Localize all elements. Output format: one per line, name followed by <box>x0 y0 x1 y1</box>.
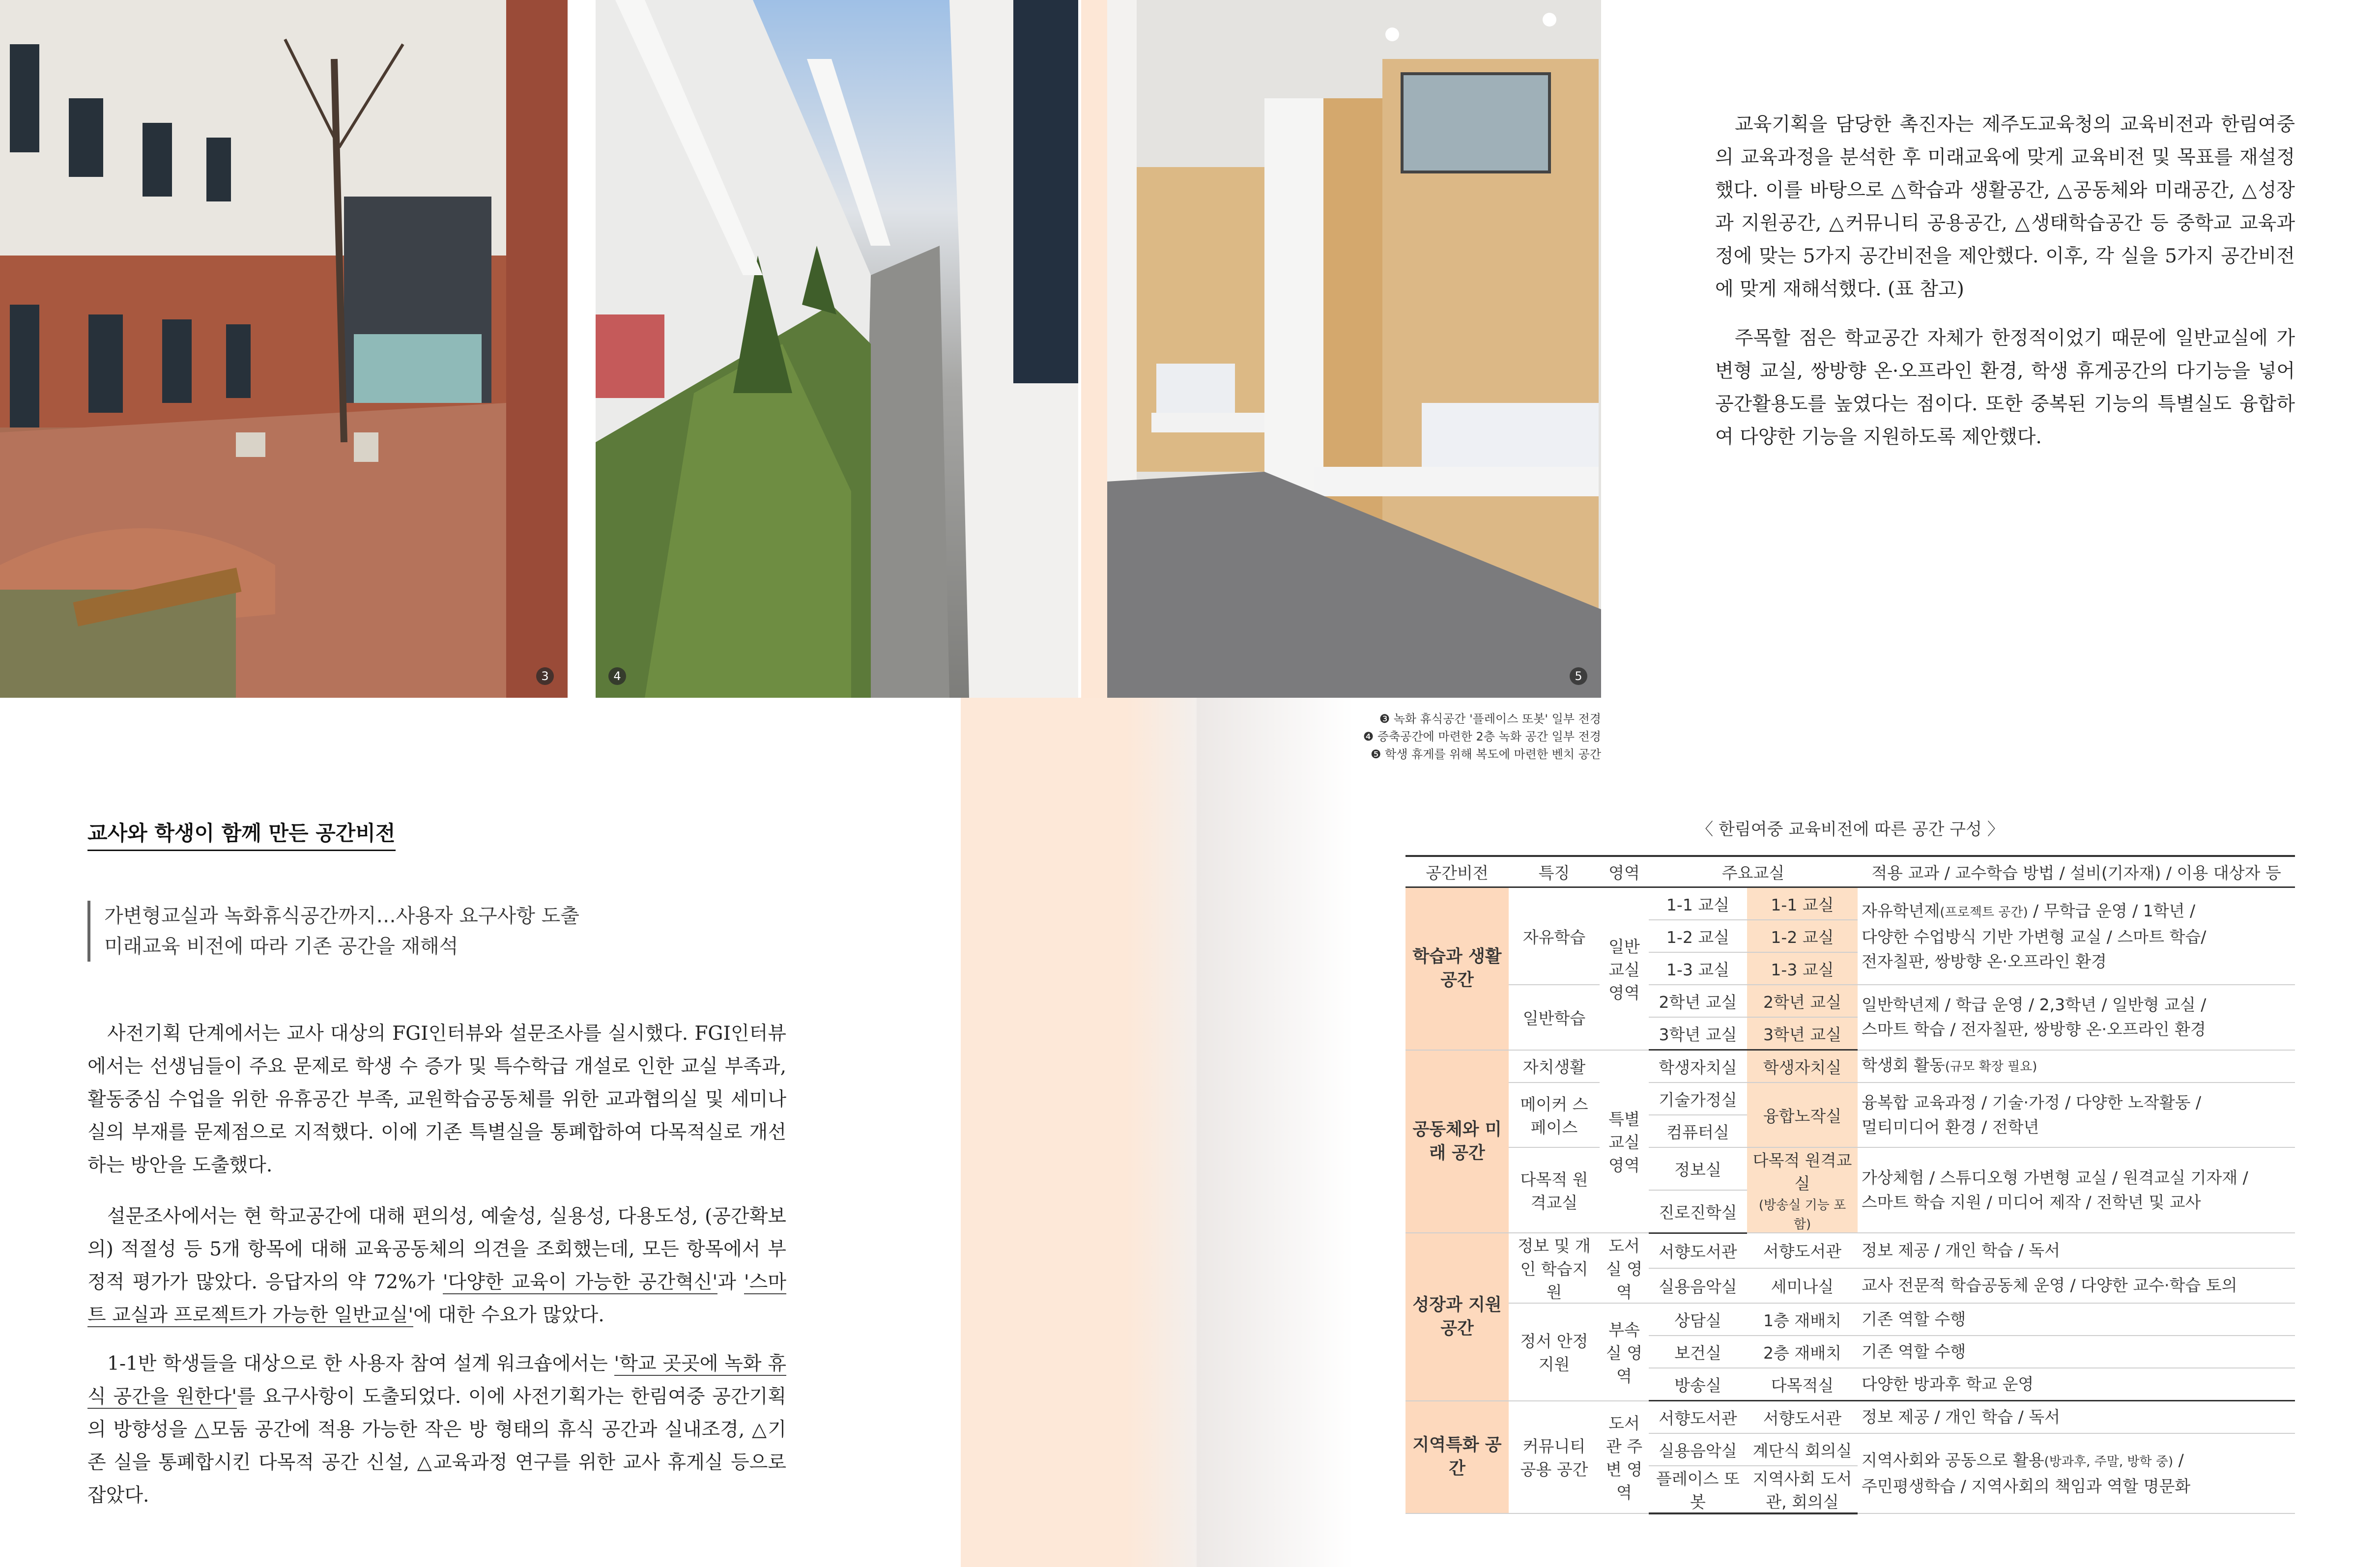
table-row <box>1405 1147 2295 1190</box>
photo-courtyard <box>0 0 568 698</box>
underlined-quote: '학교 곳곳에 녹화 휴식 공간을 원한다' <box>87 1353 786 1408</box>
area-cell: 일반 교실 영역 <box>1600 887 1649 1050</box>
header-cell: 특징 <box>1509 856 1600 887</box>
table-header-row <box>1405 856 2295 887</box>
paragraph-text: 1-1반 학생들을 대상으로 한 사용자 참여 설계 워크숍에서는 <box>107 1353 614 1375</box>
vision-cell: 성장과 지원 공간 <box>1405 1233 1509 1401</box>
desc-cell <box>1858 887 2295 985</box>
header-cell: 주요교실 <box>1649 856 1858 887</box>
header-cell: 공간비전 <box>1405 856 1509 887</box>
room-cell: 2학년 교실 <box>1649 985 1747 1017</box>
desc-cell: 정보 제공 / 개인 학습 / 독서 <box>1858 1233 2295 1268</box>
vision-cell: 공동체와 미래 공간 <box>1405 1050 1509 1233</box>
room-cell: 방송실 <box>1649 1368 1747 1401</box>
subtitle-line-2: 미래교육 비전에 따라 기존 공간을 재해석 <box>104 935 459 958</box>
desc-cell: 기존 역할 수행 <box>1858 1336 2295 1368</box>
body-paragraph-1 <box>87 1017 786 1182</box>
feature-cell: 커뮤니티 공용 공간 <box>1509 1401 1600 1514</box>
room-cell <box>1747 1147 1858 1233</box>
room-cell: 1-1 교실 <box>1649 887 1747 920</box>
desc-text: 융복합 교육과정 / 기술·가정 / 다양한 노작활동 / <box>1862 1093 2202 1112</box>
room-cell: 3학년 교실 <box>1649 1017 1747 1050</box>
feature-cell: 일반학습 <box>1509 985 1600 1050</box>
room-cell: 학생자치실 <box>1747 1050 1858 1083</box>
area-cell: 도서실 영역 <box>1600 1233 1649 1303</box>
desc-cell: 교사 전문적 학습공동체 운영 / 다양한 교수·학습 토의 <box>1858 1268 2295 1303</box>
photo-captions <box>1327 710 1601 763</box>
desc-text: / <box>2173 1451 2184 1470</box>
desc-text: / 무학급 운영 / 1학년 / <box>2028 901 2196 920</box>
desc-text: 주민평생학습 / 지역사회의 책임과 역할 명문화 <box>1862 1477 2191 1496</box>
paragraph-text: 를 요구사항이 도출되었다. 이에 사전기획가는 한림여중 공간기획의 방향성을 △모둠 공간에 적용 가능한 작은 방 형태의 휴식 공간과 실내조경, △기존 실을 통폐합시킨 다목적 공간 신설, △교육과정 연구를 위한 교사 휴게실 등으로 잡았다. <box>87 1386 787 1507</box>
desc-cell <box>1858 1050 2295 1083</box>
subtitle-line-1: 가변형교실과 녹화휴식공간까지…사용자 요구사항 도출 <box>104 905 579 927</box>
room-cell: 진로진학실 <box>1649 1190 1747 1233</box>
desc-text: 전자칠판, 쌍방향 온·오프라인 환경 <box>1862 951 2107 971</box>
desc-cell: 정보 제공 / 개인 학습 / 독서 <box>1858 1401 2295 1434</box>
table-row <box>1405 887 2295 920</box>
header-cell: 적용 교과 / 교수학습 방법 / 설비(기자재) / 이용 대상자 등 <box>1858 856 2295 887</box>
desc-cell: 다양한 방과후 학교 운영 <box>1858 1368 2295 1401</box>
photo-hallway-bench <box>1107 0 1601 698</box>
room-cell: 지역사회 도서관, 회의실 <box>1747 1466 1858 1513</box>
desc-note: (프로젝트 공간) <box>1940 905 2028 920</box>
room-cell: 컴퓨터실 <box>1649 1115 1747 1147</box>
section-subtitle <box>87 901 579 962</box>
table-row <box>1405 1050 2295 1083</box>
area-cell: 부속실 영역 <box>1600 1303 1649 1401</box>
desc-cell <box>1858 1083 2295 1147</box>
underlined-quote: '스마트 교실과 프로젝트가 가능한 일반교실' <box>87 1271 786 1326</box>
feature-cell: 정보 및 개인 학습지원 <box>1509 1233 1600 1303</box>
room-cell: 융합노작실 <box>1747 1083 1858 1147</box>
header-cell: 영역 <box>1600 856 1649 887</box>
vision-cell: 학습과 생활 공간 <box>1405 887 1509 1050</box>
desc-text: 멀티미디어 환경 / 전학년 <box>1862 1117 2039 1137</box>
feature-cell: 메이커 스페이스 <box>1509 1083 1600 1147</box>
table-row <box>1405 1401 2295 1434</box>
desc-cell <box>1858 1147 2295 1233</box>
room-cell: 실용음악실 <box>1649 1433 1747 1466</box>
room-cell: 서향도서관 <box>1747 1233 1858 1268</box>
room-cell: 학생자치실 <box>1649 1050 1747 1083</box>
room-cell: 실용음악실 <box>1649 1268 1747 1303</box>
room-cell: 상담실 <box>1649 1303 1747 1336</box>
desc-text: 일반학년제 / 학급 운영 / 2,3학년 / 일반형 교실 / <box>1862 995 2207 1015</box>
table-row <box>1405 1083 2295 1115</box>
underlined-quote: '다양한 교육이 가능한 공간혁신' <box>442 1271 718 1293</box>
table-row <box>1405 1233 2295 1268</box>
room-cell: 1-1 교실 <box>1747 887 1858 920</box>
room-cell: 1층 재배치 <box>1747 1303 1858 1336</box>
desc-text: 스마트 학습 / 전자칠판, 쌍방향 온·오프라인 환경 <box>1862 1020 2206 1039</box>
room-cell: 서향도서관 <box>1649 1401 1747 1434</box>
room-cell: 다목적실 <box>1747 1368 1858 1401</box>
paragraph-text: 교육기획을 담당한 촉진자는 제주도교육청의 교육비전과 한림여중의 교육과정을 분석한 후 미래교육에 맞게 교육비전 및 목표를 재설정했다. 이를 바탕으로 △학습과 생활공간, △공동체와 미래공간, △성장과 지원공간, △커뮤니티 공용공간, △생태학습공간 등 중학교 교육과정에 맞는 5가지 공간비전을 제안했다. 이후, 각 실을 5가지 공간비전에 맞게 재해석했다. (표 참고) <box>1715 114 2295 300</box>
desc-text: 다양한 수업방식 기반 가변형 교실 / 스마트 학습/ <box>1862 927 2207 946</box>
body-paragraph-3 <box>87 1347 786 1512</box>
photo-number: 3 <box>536 667 554 685</box>
paragraph-text: 과 <box>717 1271 744 1293</box>
room-cell: 서향도서관 <box>1747 1401 1858 1434</box>
room-cell: 3학년 교실 <box>1747 1017 1858 1050</box>
caption-5: ❺ 학생 휴게를 위해 복도에 마련한 벤치 공간 <box>1370 747 1601 761</box>
room-cell: 세미나실 <box>1747 1268 1858 1303</box>
room-cell: 2학년 교실 <box>1747 985 1858 1017</box>
bench-illustration <box>1107 0 1601 698</box>
caption-3: ❸ 녹화 휴식공간 '플레이스 또봇' 일부 전경 <box>1379 712 1601 726</box>
vision-cell: 지역특화 공간 <box>1405 1401 1509 1514</box>
photo-green-corridor <box>596 0 1078 698</box>
table-caption: 〈 한림여중 교육비전에 따른 공간 구성 〉 <box>1696 820 2004 839</box>
photo-number: 5 <box>1570 667 1587 685</box>
paragraph-text: 사전기획 단계에서는 교사 대상의 FGI인터뷰와 설문조사를 실시했다. FGI인터뷰에서는 선생님들이 주요 문제로 학생 수 증가 및 특수학급 개설로 인한 교실 부족과, 활동중심 수업을 위한 유휴공간 부족, 교원학습공동체를 위한 교과협의실 및 세미나실의 부재를 문제점으로 지적했다. 이에 기존 특별실을 통폐합하여 다목적실로 개선하는 방안을 도출했다. <box>87 1023 786 1176</box>
desc-text: 스마트 학습 지원 / 미디어 제작 / 전학년 및 교사 <box>1862 1193 2201 1212</box>
room-cell: 정보실 <box>1649 1147 1747 1190</box>
caption-4: ❹ 증축공간에 마련한 2층 녹화 공간 일부 전경 <box>1363 730 1601 743</box>
corridor-illustration <box>596 0 1078 698</box>
paragraph-text: 에 대한 수요가 많았다. <box>413 1304 604 1326</box>
feature-cell: 자치생활 <box>1509 1050 1600 1083</box>
table-row <box>1405 985 2295 1017</box>
body-paragraph-2 <box>87 1200 786 1332</box>
room-cell: 계단식 회의실 <box>1747 1433 1858 1466</box>
desc-cell <box>1858 1433 2295 1513</box>
photo-number: 4 <box>608 667 626 685</box>
room-cell: 1-2 교실 <box>1747 920 1858 952</box>
room-cell: 1-2 교실 <box>1649 920 1747 952</box>
right-paragraph-2 <box>1715 322 2295 454</box>
paragraph-text: 설문조사에서는 현 학교공간에 대해 편의성, 예술성, 실용성, 다용도성, (공간확보의) 적절성 등 5개 항목에 대해 교육공동체의 의견을 조회했는데, 모든 항목에서 부정적 평가가 많았다. 응답자의 약 72%가 <box>87 1205 786 1293</box>
desc-note: (규모 확장 필요) <box>1945 1059 2037 1075</box>
space-vision-table <box>1405 855 2295 1514</box>
feature-cell: 다목적 원격교실 <box>1509 1147 1600 1233</box>
feature-cell: 자유학습 <box>1509 887 1600 985</box>
room-cell: 플레이스 또봇 <box>1649 1466 1747 1513</box>
room-note: (방송실 기능 포함) <box>1758 1198 1846 1232</box>
area-cell: 특별 교실 영역 <box>1600 1050 1649 1233</box>
desc-cell <box>1858 985 2295 1050</box>
right-paragraph-1 <box>1715 108 2295 306</box>
desc-note: (방과후, 주말, 방학 중) <box>2044 1454 2174 1469</box>
page-fold-shadow <box>1197 698 1354 1567</box>
room-cell: 기술가정실 <box>1649 1083 1747 1115</box>
courtyard-illustration <box>0 0 568 698</box>
section-title: 교사와 학생이 함께 만든 공간비전 <box>87 817 396 851</box>
desc-text: 학생회 활동 <box>1862 1055 1945 1075</box>
area-cell: 도서관 주변 영역 <box>1600 1401 1649 1514</box>
room-cell: 1-3 교실 <box>1649 952 1747 985</box>
desc-text: 가상체험 / 스튜디오형 가변형 교실 / 원격교실 기자재 / <box>1862 1168 2248 1187</box>
room-text: 다목적 원격교실 <box>1752 1151 1852 1193</box>
room-cell: 1-3 교실 <box>1747 952 1858 985</box>
gutter-tint <box>961 698 1197 1567</box>
table-row <box>1405 1303 2295 1336</box>
room-cell: 2층 재배치 <box>1747 1336 1858 1368</box>
desc-cell: 기존 역할 수행 <box>1858 1303 2295 1336</box>
room-cell: 보건실 <box>1649 1336 1747 1368</box>
paragraph-text: 주목할 점은 학교공간 자체가 한정적이었기 때문에 일반교실에 가변형 교실, 쌍방향 온·오프라인 환경, 학생 휴게공간의 다기능을 넣어 공간활용도를 높였다는 점이다. 또한 중복된 기능의 특별실도 융합하여 다양한 기능을 지원하도록 제안했다. <box>1715 327 2295 448</box>
feature-cell: 정서 안정 지원 <box>1509 1303 1600 1401</box>
desc-text: 자유학년제 <box>1862 901 1940 920</box>
desc-text: 지역사회와 공동으로 활용 <box>1862 1451 2044 1470</box>
room-cell: 서향도서관 <box>1649 1233 1747 1268</box>
